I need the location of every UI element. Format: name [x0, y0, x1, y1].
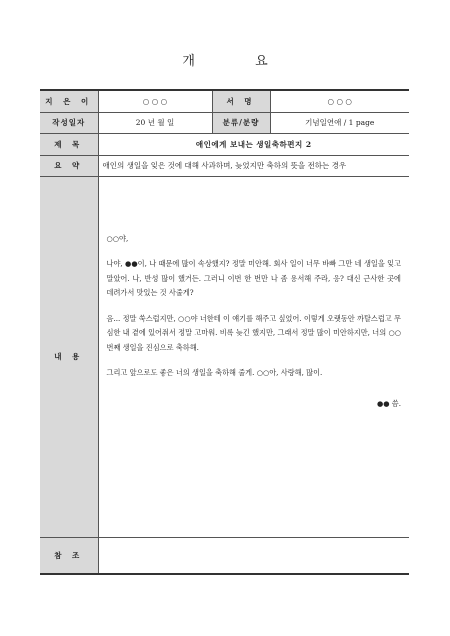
date-label: 작성일자: [40, 112, 98, 133]
row-date: [40, 112, 409, 133]
letter-body: [98, 176, 409, 537]
category-value: 기념일연애 / 1 page: [270, 112, 409, 133]
date-value: 20 년 월 일: [98, 112, 212, 133]
row-reference: [40, 537, 409, 574]
row-content: [40, 176, 409, 537]
author-label: 지 은 이: [40, 90, 98, 112]
letter-paragraph-1: 나야, ●●이, 나 때문에 많이 속상했지? 정말 미안해. 회사 일이 너무 바빠 그만 네 생일을 잊고 말았어. 나, 반성 많이 했거든. 그러니 이번 한 번만 나 좀 용서해 주라, 응? 대신 근사한 곳에 데려가서 맛있는 것 사줄게?: [106, 259, 401, 297]
summary-form-table: [40, 89, 409, 575]
subject-label: 제 목: [40, 133, 98, 155]
summary-label: 요 약: [40, 155, 98, 176]
author-value: ○ ○ ○: [98, 90, 212, 112]
letter-paragraph-3: 그리고 앞으로도 좋은 너의 생일을 축하해 줄게. ○○아, 사랑해, 많이.: [106, 368, 323, 377]
letter-signature: ●● 씀.: [376, 398, 401, 408]
row-subject: [40, 133, 409, 155]
reference-value: [98, 537, 409, 574]
summary-value: 애인의 생일을 잊은 것에 대해 사과하며, 늦었지만 축하의 뜻을 전하는 경우: [98, 155, 409, 176]
letter-greeting: ○○야,: [106, 233, 129, 243]
writer-value: ○ ○ ○: [270, 90, 409, 112]
writer-label: 서 명: [212, 90, 270, 112]
reference-label: 참 조: [40, 537, 98, 574]
category-label: 분류/분량: [212, 112, 270, 133]
content-label: 내 용: [40, 176, 98, 537]
page-title: 개 요: [182, 54, 296, 69]
row-summary: [40, 155, 409, 176]
letter-paragraph-2: 음... 정말 쑥스럽지만, ○○야 너한테 이 얘기를 해주고 싶었어. 이렇게 오랫동안 까탈스럽고 무심한 내 곁에 있어줘서 정말 고마워. 비록 늦긴 했지만, 그래서 정말 많이 미안하지만, 너의 ○○번째 생일을 진심으로 축하해.: [106, 313, 401, 352]
row-author: [40, 90, 409, 112]
document-title: 애인에게 보내는 생일축하편지 2: [98, 133, 409, 155]
